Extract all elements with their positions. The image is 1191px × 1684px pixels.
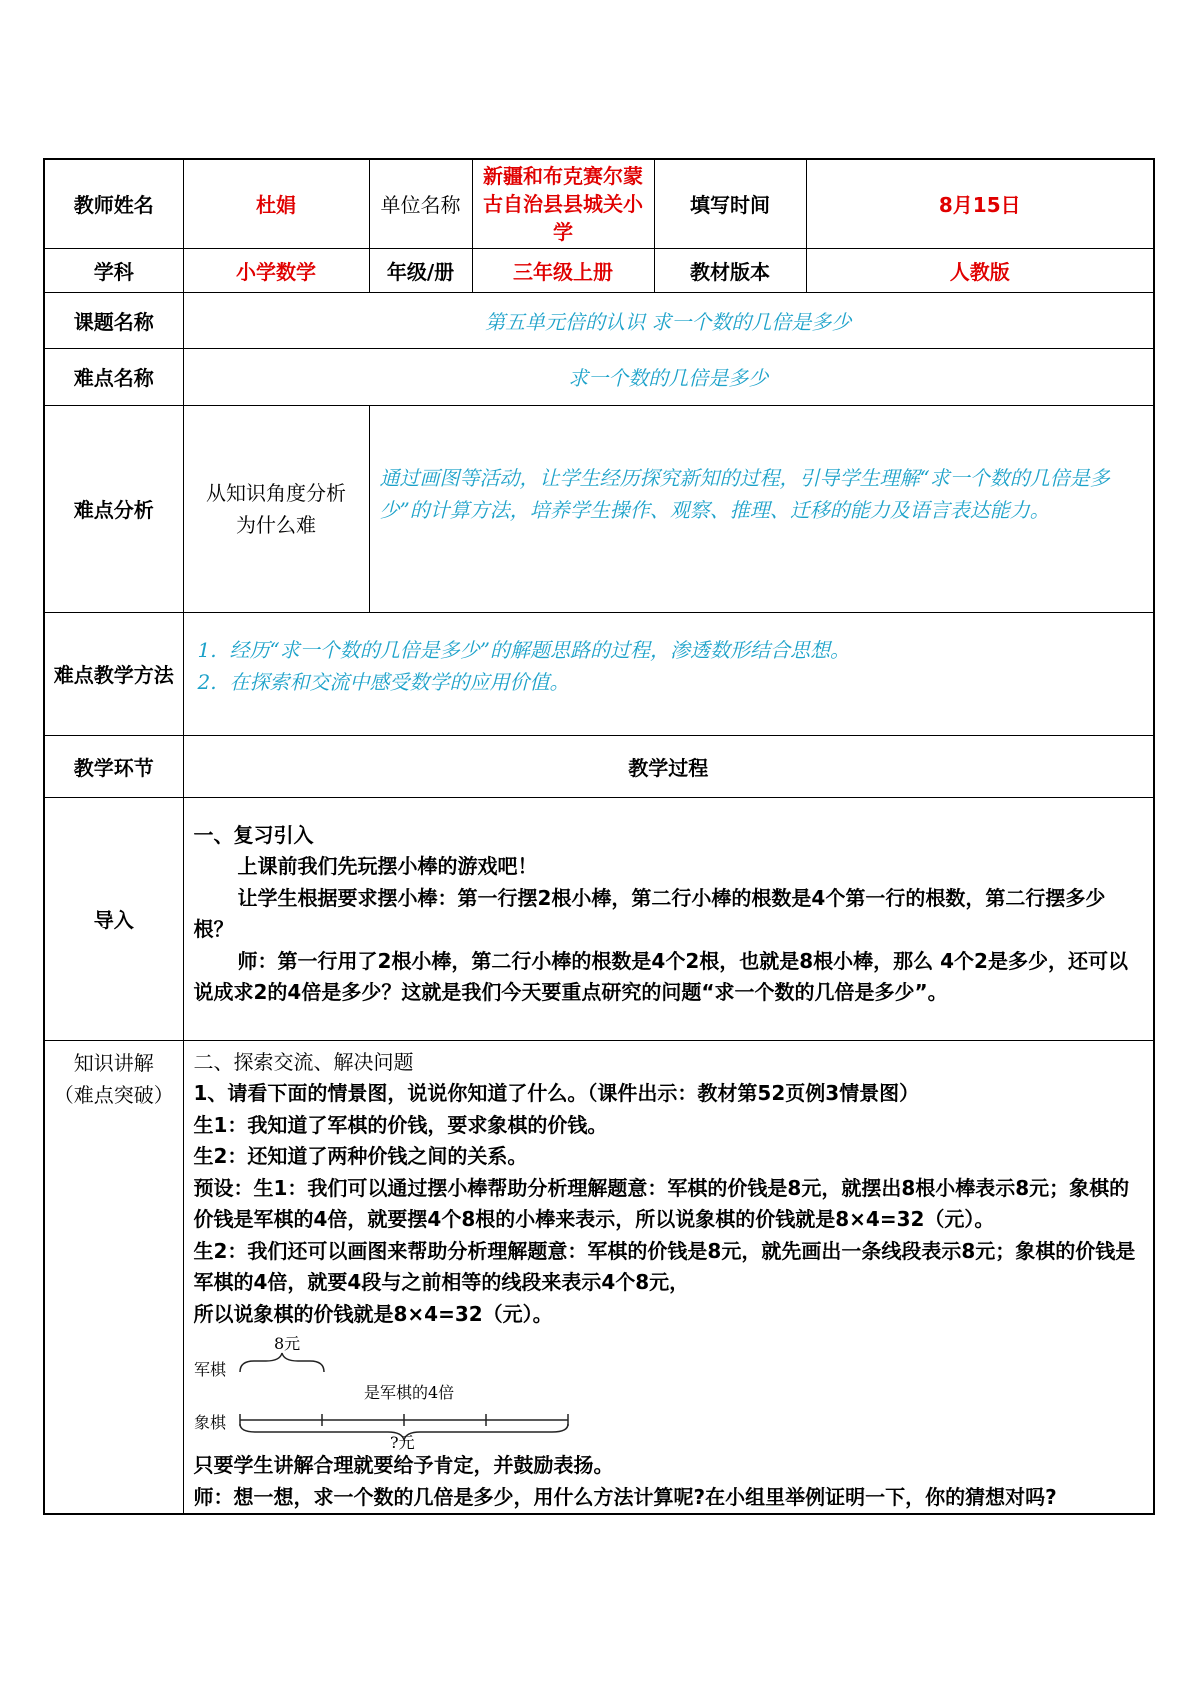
knowledge-line: 生1：我知道了军棋的价钱，要求象棋的价钱。 xyxy=(193,1112,608,1137)
methods-label: 难点教学方法 xyxy=(44,612,183,735)
knowledge-line: 只要学生讲解合理就要给予肯定，并鼓励表扬。 xyxy=(193,1453,614,1477)
subject-value: 小学数学 xyxy=(183,248,369,292)
header-row-2 xyxy=(44,248,1154,292)
edition-value: 人教版 xyxy=(806,248,1154,292)
methods-row xyxy=(44,612,1154,735)
edition-label: 教材版本 xyxy=(654,248,806,292)
topic-value: 第五单元倍的认识 求一个数的几倍是多少 xyxy=(183,292,1154,348)
analysis-sub-label: 从知识角度分析为什么难 xyxy=(183,405,369,612)
date-value: 8月15日 xyxy=(806,159,1154,248)
lesson-plan-table xyxy=(43,158,1155,1515)
knowledge-line: 预设：生1：我们可以通过摆小棒帮助分析理解题意：军棋的价钱是8元，就摆出8根小棒表示8元；象棋的价钱是军棋的4倍，就要摆4个8根的小棒来表示，所以说象棋的价钱就是8×4=32（元）。 xyxy=(193,1175,1130,1231)
unit-value: 新疆和布克赛尔蒙古自治县县城关小学 xyxy=(472,159,654,248)
diagram-row1-label: 军棋 xyxy=(193,1360,226,1379)
intro-label: 导入 xyxy=(44,797,183,1040)
grade-label: 年级/册 xyxy=(369,248,472,292)
knowledge-sub-label: （难点突破） xyxy=(53,1082,174,1107)
intro-paragraph: 让学生根据要求摆小棒：第一行摆2根小棒，第二行小棒的根数是4个第一行的根数，第二行摆多少根？ xyxy=(193,885,1106,941)
line-segment-diagram xyxy=(194,1332,614,1450)
knowledge-line: 生2：我们还可以画图来帮助分析理解题意：军棋的价钱是8元，就先画出一条线段表示8元；象棋的价钱是军棋的4倍，就要4段与之前相等的线段来表示4个8元， xyxy=(193,1238,1136,1294)
difficulty-row xyxy=(44,348,1154,405)
diagram-top-label: 8元 xyxy=(273,1334,300,1353)
intro-cell xyxy=(183,797,1154,1040)
difficulty-label: 难点名称 xyxy=(44,348,183,405)
method-item: 2. 在探索和交流中感受数学的应用价值。 xyxy=(197,669,570,694)
knowledge-line: 1、请看下面的情景图，说说你知道了什么。（课件出示：教材第52页例3情景图） xyxy=(193,1081,920,1105)
unit-label: 单位名称 xyxy=(369,159,472,248)
intro-heading: 一、复习引入 xyxy=(193,822,314,847)
date-label: 填写时间 xyxy=(654,159,806,248)
difficulty-value: 求一个数的几倍是多少 xyxy=(183,348,1154,405)
methods-list xyxy=(184,634,1154,698)
header-row-1 xyxy=(44,159,1154,248)
process-header-row xyxy=(44,735,1154,797)
intro-row xyxy=(44,797,1154,1040)
grade-value: 三年级上册 xyxy=(472,248,654,292)
intro-paragraph: 上课前我们先玩摆小棒的游戏吧！ xyxy=(237,854,538,878)
topic-row xyxy=(44,292,1154,348)
knowledge-heading: 二、探索交流、解决问题 xyxy=(193,1049,414,1074)
knowledge-label-cell xyxy=(44,1040,183,1514)
knowledge-line: 所以说象棋的价钱就是8×4=32（元）。 xyxy=(193,1301,553,1326)
method-item: 1. 经历“求一个数的几倍是多少”的解题思路的过程，渗透数形结合思想。 xyxy=(197,637,850,662)
brace-8-yuan xyxy=(240,1353,324,1372)
diagram-row2-label: 象棋 xyxy=(193,1413,226,1432)
process-label: 教学过程 xyxy=(183,735,1154,797)
diagram-middle-label: 是军棋的4倍 xyxy=(363,1383,454,1402)
topic-label: 课题名称 xyxy=(44,292,183,348)
analysis-value: 通过画图等活动，让学生经历探究新知的过程，引导学生理解“求一个数的几倍是多少”的计算方法，培养学生操作、观察、推理、迁移的能力及语言表达能力。 xyxy=(369,405,1154,612)
subject-label: 学科 xyxy=(44,248,183,292)
intro-paragraph: 师：第一行用了2根小棒，第二行小棒的根数是4个2根，也就是8根小棒，那么 4个2是多少，还可以说成求2的4倍是多少？这就是我们今天要重点研究的问题“求一个数的几倍是多少”。 xyxy=(193,948,1128,1004)
analysis-label: 难点分析 xyxy=(44,405,183,612)
methods-cell xyxy=(183,612,1154,735)
teacher-label: 教师姓名 xyxy=(44,159,183,248)
process-stage-label: 教学环节 xyxy=(44,735,183,797)
knowledge-label: 知识讲解 xyxy=(73,1050,154,1075)
knowledge-line: 师：想一想，求一个数的几倍是多少，用什么方法计算呢?在小组里举例证明一下，你的猜想对吗? xyxy=(193,1484,1057,1509)
knowledge-row xyxy=(44,1040,1154,1514)
knowledge-cell xyxy=(183,1040,1154,1514)
teacher-value: 杜娟 xyxy=(183,159,369,248)
diagram-bottom-label: ?元 xyxy=(389,1433,415,1450)
knowledge-line: 生2：还知道了两种价钱之间的关系。 xyxy=(193,1144,528,1168)
analysis-row xyxy=(44,405,1154,612)
